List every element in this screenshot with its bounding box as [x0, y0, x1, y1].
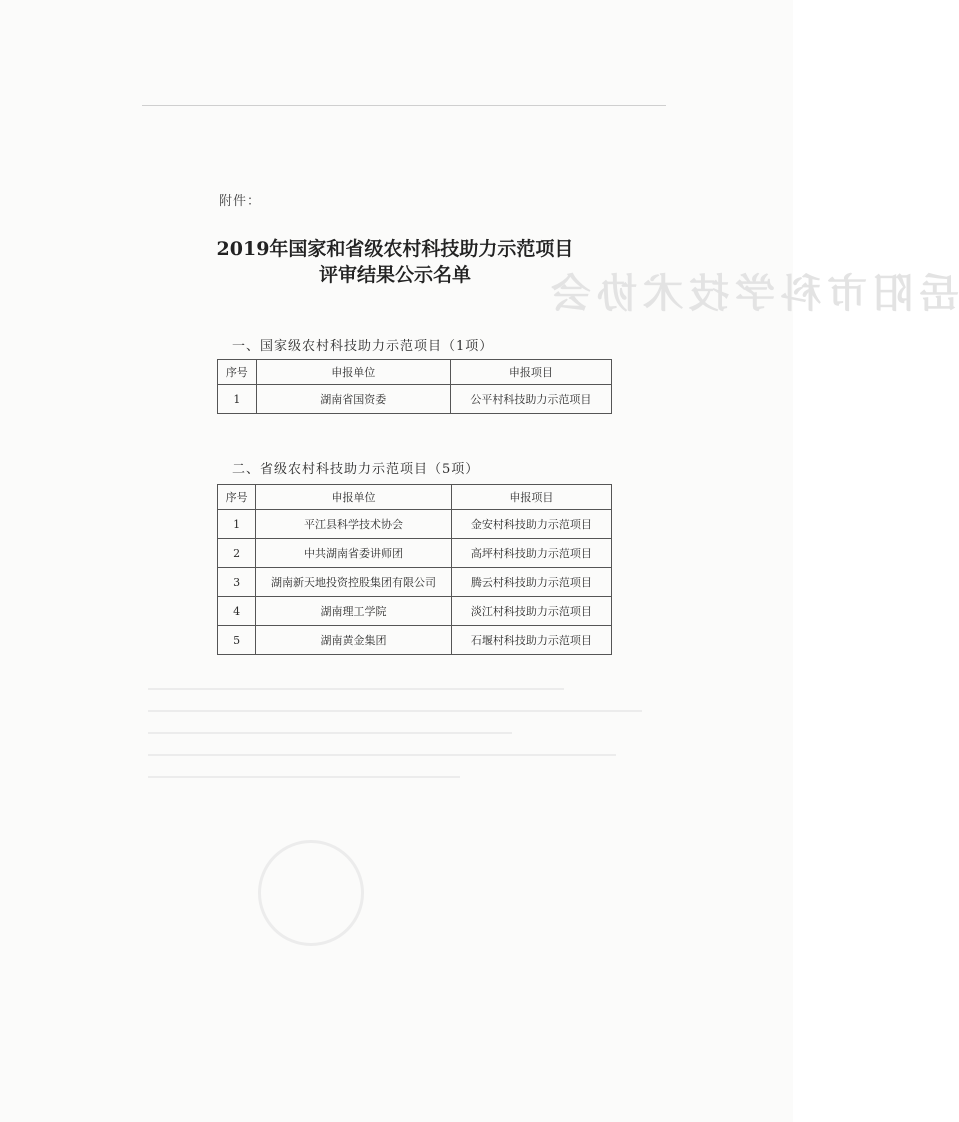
bleed-through-seal — [258, 840, 364, 946]
row-number: 4 — [218, 597, 256, 626]
title-line-1: 2019年国家和省级农村科技助力示范项目 — [216, 238, 574, 260]
row-unit: 平江县科学技术协会 — [256, 510, 452, 539]
row-number: 1 — [218, 385, 257, 414]
table-row — [218, 568, 612, 597]
row-project: 石堰村科技助力示范项目 — [451, 626, 611, 655]
section1-heading: 一、国家级农村科技助力示范项目（1项） — [232, 339, 494, 354]
document-title — [200, 236, 590, 288]
row-project: 腾云村科技助力示范项目 — [451, 568, 611, 597]
table-header-row — [218, 360, 612, 385]
header-unit: 申报单位 — [256, 485, 452, 510]
table-row — [218, 385, 612, 414]
header-project: 申报项目 — [450, 360, 611, 385]
section1-table — [217, 359, 612, 414]
row-unit: 湖南理工学院 — [256, 597, 452, 626]
row-project: 公平村科技助力示范项目 — [450, 385, 611, 414]
row-project: 淡江村科技助力示范项目 — [451, 597, 611, 626]
header-number: 序号 — [218, 360, 257, 385]
bleed-through-text: 岳阳市科学技术协会 — [545, 270, 959, 317]
table-row — [218, 597, 612, 626]
header-unit: 申报单位 — [256, 360, 450, 385]
top-rule — [142, 105, 666, 106]
section2-heading: 二、省级农村科技助力示范项目（5项） — [232, 462, 480, 477]
row-project: 高坪村科技助力示范项目 — [451, 539, 611, 568]
table-row — [218, 626, 612, 655]
row-number: 1 — [218, 510, 256, 539]
table-header-row — [218, 485, 612, 510]
row-number: 2 — [218, 539, 256, 568]
row-project: 金安村科技助力示范项目 — [451, 510, 611, 539]
row-unit: 中共湖南省委讲师团 — [256, 539, 452, 568]
row-number: 5 — [218, 626, 256, 655]
row-number: 3 — [218, 568, 256, 597]
row-unit: 湖南黄金集团 — [256, 626, 452, 655]
section2-table — [217, 484, 612, 655]
header-number: 序号 — [218, 485, 256, 510]
annex-label: 附件： — [219, 194, 262, 209]
bleed-through-lines — [148, 688, 668, 798]
header-project: 申报项目 — [451, 485, 611, 510]
row-unit: 湖南新天地投资控股集团有限公司 — [256, 568, 452, 597]
title-line-2: 评审结果公示名单 — [318, 264, 471, 286]
row-unit: 湖南省国资委 — [256, 385, 450, 414]
table-row — [218, 510, 612, 539]
table-row — [218, 539, 612, 568]
